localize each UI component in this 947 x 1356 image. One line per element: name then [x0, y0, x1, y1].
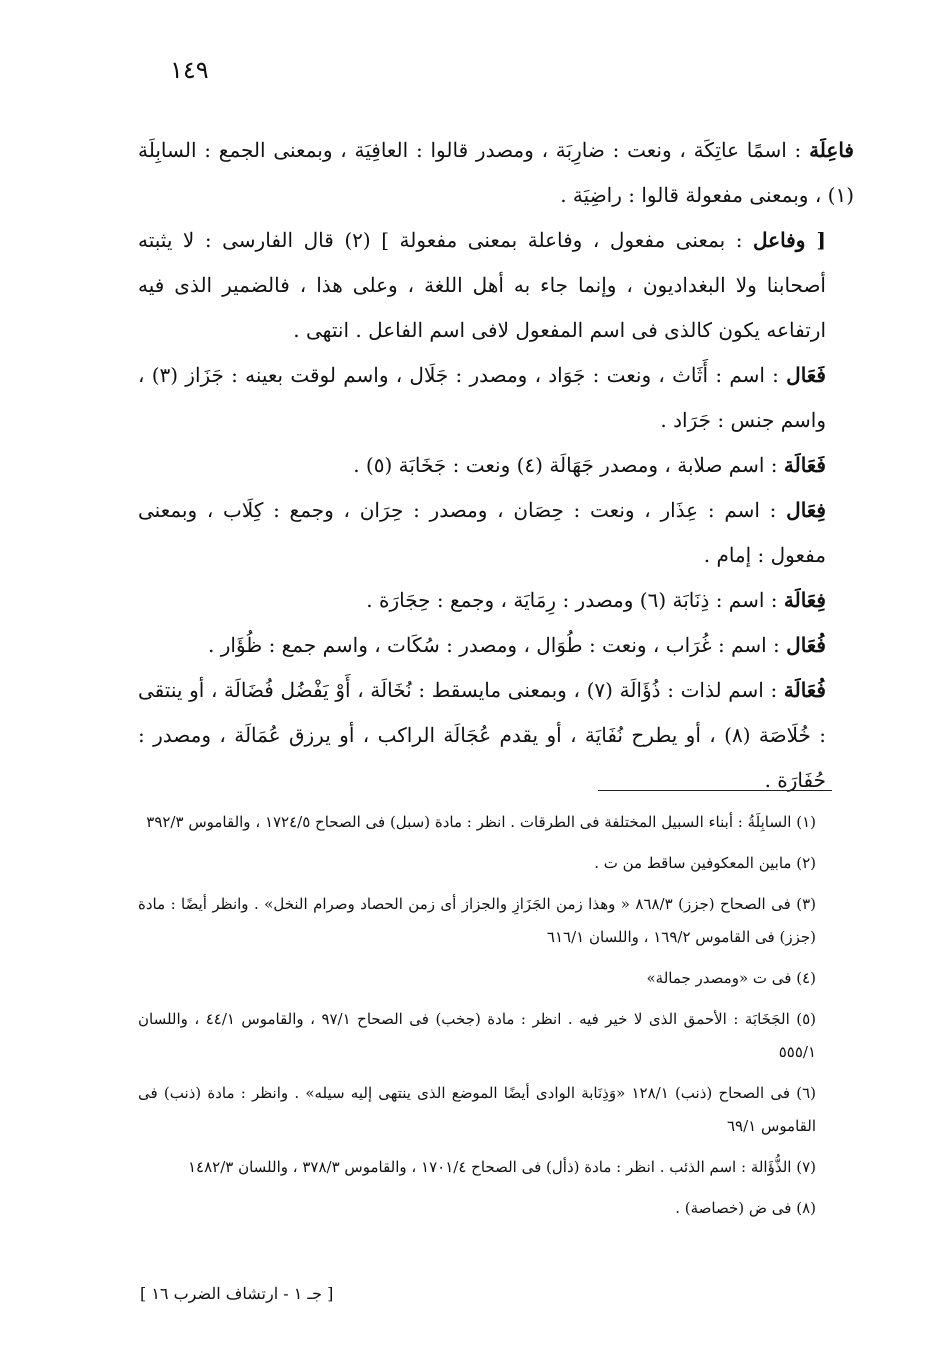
paragraph-text: : اسم لذات : ذُؤَالَة (٧) ، وبمعنى مايسقط : نُخَالَة ، أَوْ يَفْضُل فُضَالَة ، أو ينتقى : خُلَاصَة (٨) ، أو يطرح نُفَايَة ، أو يقدم عُجَالَة الراكب ، أو يرزق عُمَالَة ، ومصدر : حُفَارَة .	[138, 678, 827, 792]
footnote: (٧) الذُّؤَالة : اسم الذئب . انظر : مادة (ذأل) فى الصحاح ١٧٠١/٤ ، والقاموس ٣٧٨/٣ ، واللسان ١٤٨٢/٣	[187, 1158, 816, 1176]
paragraph-term: فُعَال	[786, 633, 826, 657]
footnote: (٨) فى ض (خصاصة) .	[675, 1199, 816, 1217]
paragraph	[138, 443, 854, 488]
page-number: ١٤٩	[170, 56, 209, 84]
paragraph	[138, 218, 854, 353]
paragraph	[138, 668, 854, 803]
paragraph	[138, 578, 854, 623]
footnote-divider	[598, 790, 832, 791]
main-text	[138, 128, 854, 803]
paragraph-text: : اسم : أَثَاث ، ونعت : جَوَاد ، ومصدر : جَلَال ، واسم لوقت بعينه : جَزَاز (٣) ، واسم جنس : جَرَاد .	[138, 363, 826, 432]
paragraph	[138, 353, 854, 443]
signature-mark: [ جـ ١ - ارتشاف الضرب ١٦ ]	[140, 1284, 334, 1303]
paragraph-term: فَعَال	[786, 363, 826, 387]
paragraph-term: فُعَالَة	[783, 678, 826, 702]
footnote: (٢) مابين المعكوفين ساقط من ت .	[594, 854, 816, 872]
paragraph	[138, 488, 854, 578]
paragraph-term: [ وفاعل	[753, 228, 826, 252]
paragraph-text: : بمعنى مفعول ، وفاعلة بمعنى مفعولة ] (٢) قال الفارسى : لا يثبته أصحابنا ولا البغداديون ، وإنما جاء به أهل اللغة ، وعلى هذا ، فالضمير الذى فيه ارتفاعه يكون كالذى فى اسم المفعول لافى اسم الفاعل . انتهى .	[138, 228, 826, 342]
paragraph	[138, 128, 854, 218]
footnote: (٣) فى الصحاح (جزز) ٨٦٨/٣ « وهذا زمن الجَزَازِ والجزاز أى زمن الحصاد وصرام النخل» . وانظر أيضًا : مادة (جزز) فى القاموس ١٦٩/٢ ، واللسان ٦١٦/١	[138, 895, 816, 946]
paragraph-text: : اسم : عِذَار ، ونعت : حِصَان ، ومصدر : حِرَان ، وجمع : كِلَاب ، وبمعنى مفعول : إمام .	[138, 498, 826, 567]
paragraph-term: فَعَالَة	[783, 453, 826, 477]
footnote: (١) السابِلَةُ : أبناء السبيل المختلفة فى الطرقات . انظر : مادة (سبل) فى الصحاح ١٧٢٤/٥ ، والقاموس ٣٩٢/٣	[146, 813, 816, 831]
paragraph-text: : اسم : غُرَاب ، ونعت : طُوَال ، ومصدر : سُكَات ، واسم جمع : ظُؤَار .	[208, 633, 787, 657]
footnote: (٦) فى الصحاح (ذنب) ١٢٨/١ «وَذِنَابة الوادى أيضًا الموضع الذى ينتهى إليه سيله» . وانظر : مادة (ذنب) فى القاموس ٦٩/١	[138, 1084, 816, 1135]
paragraph-text: : اسم صلابة ، ومصدر جَهَالَة (٤) ونعت : جَخَابَة (٥) .	[353, 453, 784, 477]
footnote: (٥) الجَخَابَة : الأحمق الذى لا خير فيه . انظر : مادة (جخب) فى الصحاح ٩٧/١ ، والقاموس ٤٤/١ ، واللسان ٥٥٥/١	[138, 1010, 816, 1061]
paragraph-term: فِعَال	[786, 498, 826, 522]
paragraph-term: فاعِلَة	[809, 138, 854, 162]
paragraph	[138, 623, 854, 668]
paragraph-term: فِعَالَة	[783, 588, 826, 612]
paragraph-text: : اسمًا عاتِكَة ، ونعت : ضارِبَة ، ومصدر قالوا : العافِيَة ، وبمعنى الجمع : السابِلَة (١) ، وبمعنى مفعولة قالوا : راضِيَة .	[138, 138, 854, 207]
footnote: (٤) فى ت «ومصدر جمالة»	[646, 969, 816, 987]
paragraph-text: : اسم : ذِنَابَة (٦) ومصدر : رِمَايَة ، وجمع : حِجَارَة .	[366, 588, 784, 612]
footnotes	[138, 806, 838, 1233]
